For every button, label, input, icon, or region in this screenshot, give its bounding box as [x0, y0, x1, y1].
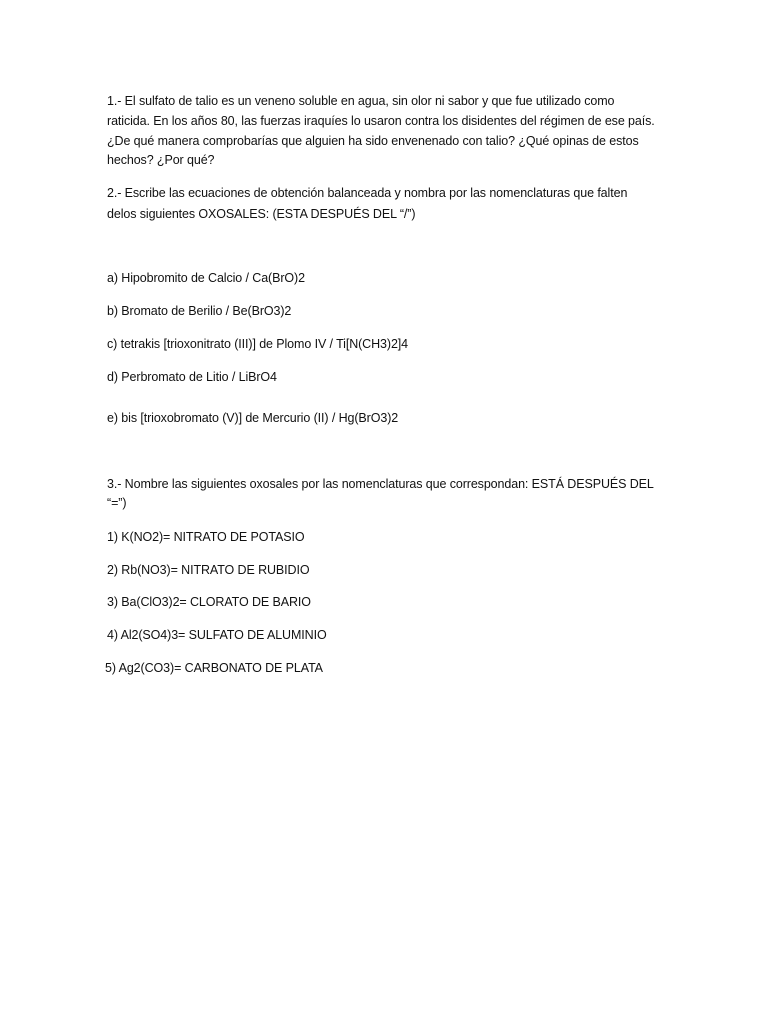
- question-3-item-5: 5) Ag2(CO3)= CARBONATO DE PLATA: [105, 661, 323, 675]
- question-2-line-2: delos siguientes OXOSALES: (ESTA DESPUÉS DEL “/”): [107, 207, 416, 221]
- question-3-line-2: “=”): [107, 496, 127, 510]
- question-2-item-c: c) tetrakis [trioxonitrato (III)] de Plomo IV / Ti[N(CH3)2]4: [107, 337, 409, 351]
- question-2-item-a: a) Hipobromito de Calcio / Ca(BrO)2: [107, 271, 305, 285]
- question-1-line-2: raticida. En los años 80, las fuerzas iraquíes lo usaron contra los disidentes del régimen de ese país.: [107, 114, 655, 128]
- question-1-line-4: hechos? ¿Por qué?: [107, 153, 215, 167]
- question-2-line-1: 2.- Escribe las ecuaciones de obtención balanceada y nombra por las nomenclaturas que falten: [107, 186, 628, 200]
- question-3-item-2: 2) Rb(NO3)= NITRATO DE RUBIDIO: [107, 563, 310, 577]
- question-3-item-1: 1) K(NO2)= NITRATO DE POTASIO: [107, 530, 305, 544]
- question-3-item-3: 3) Ba(ClO3)2= CLORATO DE BARIO: [107, 595, 311, 609]
- question-2-item-b: b) Bromato de Berilio / Be(BrO3)2: [107, 304, 292, 318]
- question-1-line-3: ¿De qué manera comprobarías que alguien ha sido envenenado con talio? ¿Qué opinas de estos: [107, 134, 639, 148]
- question-3-item-4: 4) Al2(SO4)3= SULFATO DE ALUMINIO: [107, 628, 327, 642]
- question-2-item-d: d) Perbromato de Litio / LiBrO4: [107, 370, 277, 384]
- question-3-line-1: 3.- Nombre las siguientes oxosales por las nomenclaturas que correspondan: ESTÁ DESPUÉS DEL: [107, 477, 654, 491]
- question-2-item-e: e) bis [trioxobromato (V)] de Mercurio (II) / Hg(BrO3)2: [107, 411, 399, 425]
- question-1-line-1: 1.- El sulfato de talio es un veneno soluble en agua, sin olor ni sabor y que fue utilizado como: [107, 94, 615, 108]
